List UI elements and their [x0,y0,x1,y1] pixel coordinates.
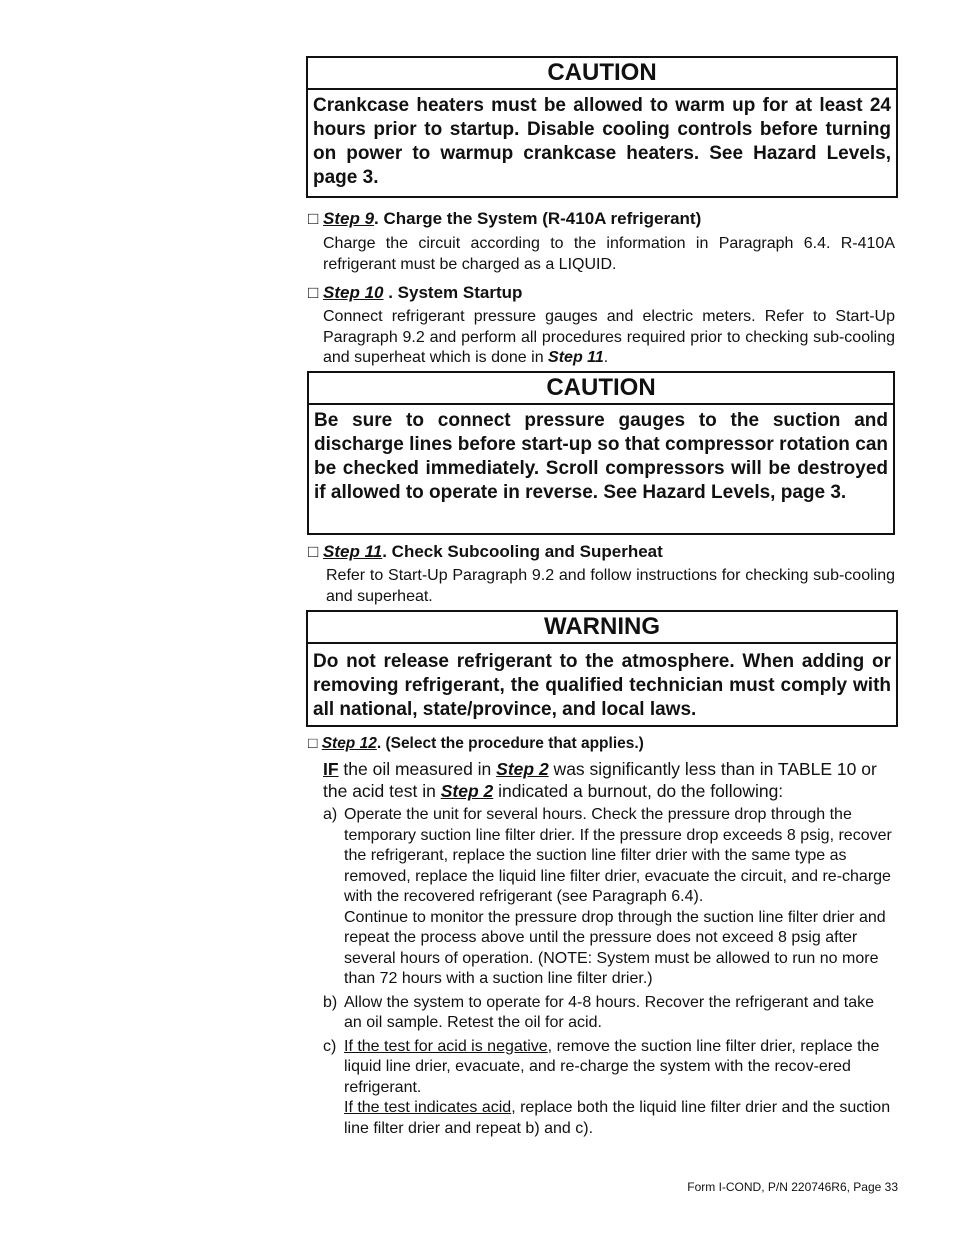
warning-box [306,610,898,727]
step-2-reference: Step 2 [496,759,549,779]
item-b-text: Allow the system to operate for 4-8 hours. Recover the refrigerant and take an oil sample. Retest the oil for acid. [344,993,875,1031]
step-12-label: Step 12 [321,735,377,752]
intro-text: was significantly less than in TABLE 10 or the acid test in [323,759,877,801]
intro-text: indicated a burnout, do the following: [493,781,784,801]
step-11-reference: Step 11 [548,349,604,366]
step-2-reference: Step 2 [440,781,494,801]
caution-title: CAUTION [309,373,893,405]
procedure-list [323,805,895,1142]
warning-title: WARNING [308,612,896,644]
checkbox-icon[interactable]: □ [308,735,318,752]
step-12-intro [323,758,898,802]
caution-text: Crankcase heaters must be allowed to warm up for at least 24 hours prior to startup. Disable cooling controls before turning on power to warmup crankcase heaters. See Hazard Levels, page 3. [313,95,891,188]
step-10-body [323,307,895,369]
step-10-title: . System Startup [383,283,523,302]
page-footer: Form I-COND, P/N 220746R6, Page 33 [687,1180,898,1194]
checkbox-icon[interactable]: □ [308,283,319,302]
step-10-label: Step 10 [323,283,384,302]
caution-box-gauges [307,371,895,535]
step-12-heading [308,734,644,754]
if-keyword: IF [323,759,339,779]
caution-text: Be sure to connect pressure gauges to the suction and discharge lines before start-up so that compressor rotation can be checked immediately. Scroll compressors will be destroyed if allowed to operate in reverse. See Hazard Levels, page 3. [314,410,888,503]
negative-condition: If the test for acid is negative [344,1037,548,1055]
step-10-heading [308,283,522,303]
intro-text: the oil measured in [338,759,497,779]
list-marker: a) [323,806,338,823]
item-c-negative [344,1037,895,1099]
list-item-a [323,805,895,990]
positive-condition: If the test indicates acid [344,1099,512,1116]
warning-text: Do not release refrigerant to the atmosphere. When adding or removing refrigerant, the qualified technician must comply with all national, state/province, and local laws. [313,651,891,720]
negative-action: , remove the suction line filter drier, replace the liquid line drier, evacuate, and re-charge the system with the recov-ered refrigerant. [344,1037,880,1096]
caution-box-crankcase [306,56,898,198]
step-9-body: Charge the circuit according to the information in Paragraph 6.4. R-410A refrigerant must be charged as a LIQUID. [323,235,895,273]
step-11-heading [308,542,663,562]
step-11-title: . Check Subcooling and Superheat [382,542,663,561]
checkbox-icon[interactable]: □ [308,209,319,228]
list-item-c [323,1037,895,1140]
item-c-positive [344,1098,895,1139]
item-a-continue: Continue to monitor the pressure drop through the suction line filter drier and repeat the process above until the pressure does not exceed 8 psig after several hours of operation. (NOTE: System must be allowed to run no more than 72 hours with a suction line filter drier.) [344,908,886,987]
step-9-heading [308,209,701,229]
checkbox-icon[interactable]: □ [308,542,319,561]
list-marker: b) [323,993,338,1011]
step-9-label: Step 9 [323,209,375,228]
caution-title: CAUTION [308,58,896,90]
step-9-title: . Charge the System (R-410A refrigerant) [374,209,702,228]
step-11-label: Step 11 [323,542,383,561]
list-item-b [323,993,895,1034]
positive-action: , replace both the liquid line filter drier and the suction line filter drier and repeat b) and c). [344,1099,891,1137]
step-10-text: Connect refrigerant pressure gauges and electric meters. Refer to Start-Up Paragraph 9.2 and perform all procedures required prior to checking sub-cooling and superheat which is done in [323,308,895,366]
step-11-body: Refer to Start-Up Paragraph 9.2 and follow instructions for checking sub-cooling and superheat. [326,567,895,605]
list-marker: c) [323,1037,337,1055]
step-10-text-end: . [603,349,609,366]
step-12-title: . (Select the procedure that applies.) [376,735,644,752]
item-a-text: Operate the unit for several hours. Check the pressure drop through the temporary suction line filter drier. If the pressure drop exceeds 8 psig, recover the refrigerant, replace the suction line filter drier with the same type as removed, replace the liquid line filter drier, evacuate the circuit, and re-charge with the recovered refrigerant (see Paragraph 6.4). [344,806,892,905]
